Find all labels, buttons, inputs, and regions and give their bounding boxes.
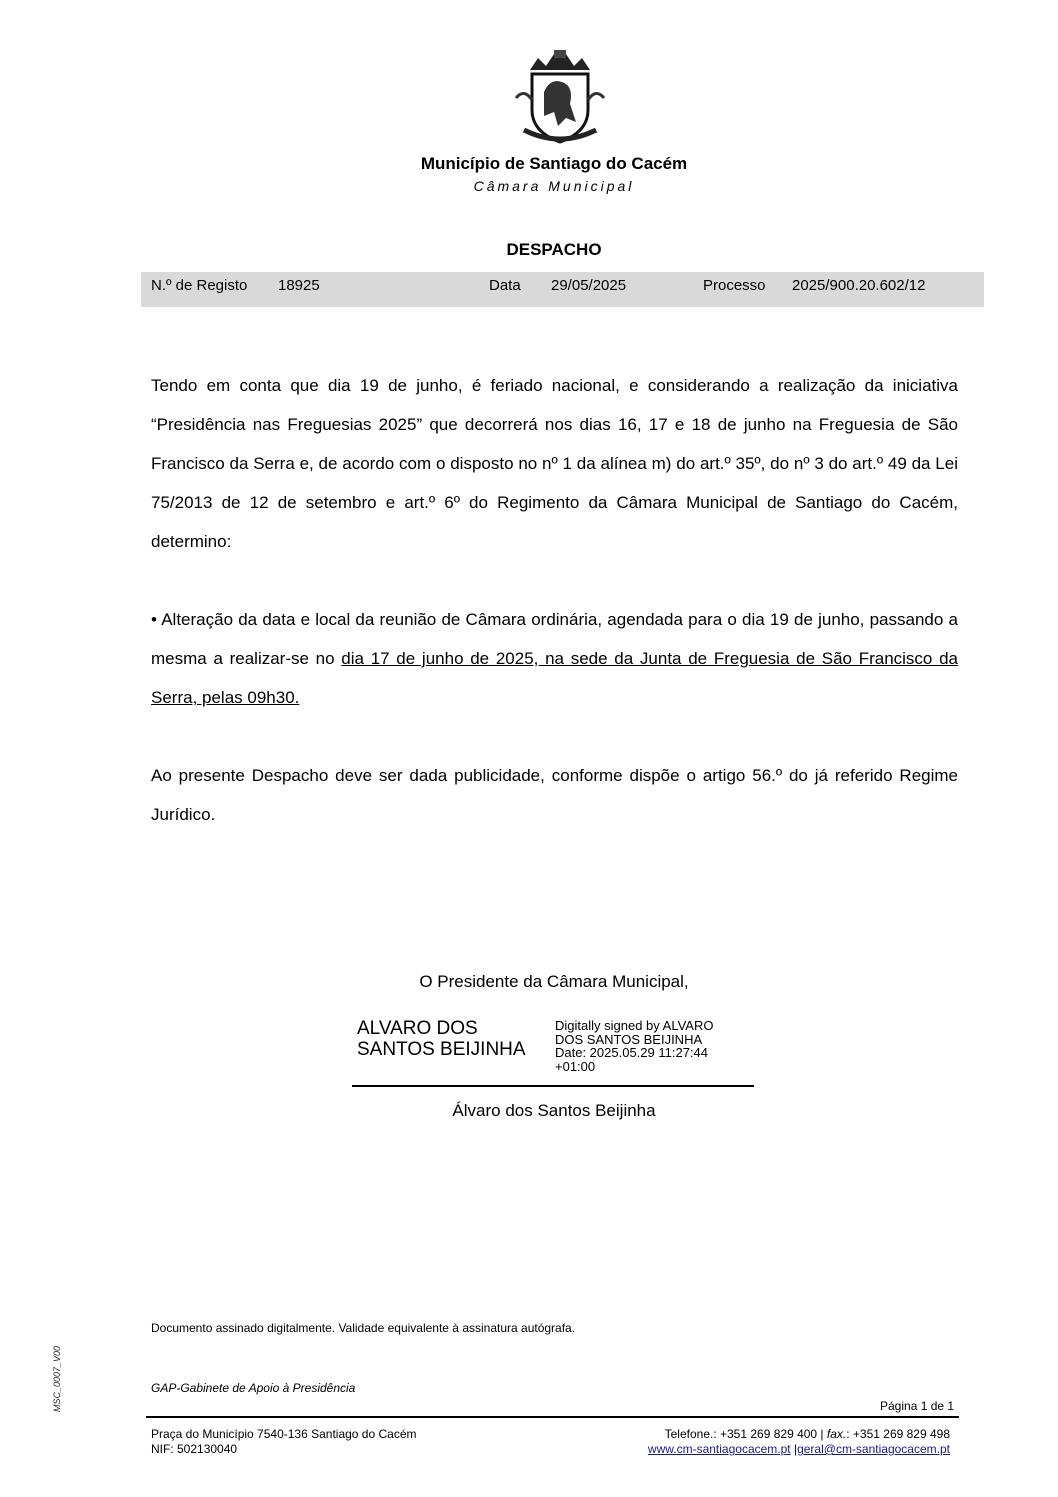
digital-signature-details: Digitally signed by ALVARO DOS SANTOS BEIJINHA Date: 2025.05.29 11:27:44 +01:00 [555,1018,714,1074]
registo-value: 18925 [278,277,320,294]
processo-value: 2025/900.20.602/12 [792,277,926,294]
registo-label: N.º de Registo [151,277,248,294]
paragraph-publicity: Ao presente Despacho deve ser dada publicidade, conforme dispõe o artigo 56.º do já referido Regime Jurídico. [151,766,958,824]
signature-line [352,1085,754,1087]
fax-label: fax. [826,1427,847,1441]
determination-new-date: dia 17 de junho de 2025, na sede da Junta de Freguesia de São Francisco da Serra, pelas 09h30. [151,649,958,707]
footer-address: Praça do Município 7540-136 Santiago do Cacém NIF: 502130040 [151,1427,417,1456]
data-label: Data [489,277,521,294]
phone: Telefone.: +351 269 829 400 | [664,1427,827,1441]
form-code: MSC_0007_V00 [52,1345,62,1412]
municipal-crest-icon [510,48,610,148]
processo-label: Processo [703,277,766,294]
website-link[interactable]: www.cm-santiagocacem.pt [647,1442,791,1456]
determination-text: • Alteração da data e local da reunião de Câmara ordinária, agendada para o dia 19 de junho, passando a mesma a realizar-se no [151,610,958,668]
registry-bar [141,272,984,307]
data-value: 29/05/2025 [551,277,627,294]
digital-signature-note: Documento assinado digitalmente. Validade equivalente à assinatura autógrafa. [151,1321,576,1335]
footer-contacts: Telefone.: +351 269 829 400 | fax.: +351 269 829 498 www.cm-santiagocacem.pt |geral@cm-santiagocacem.pt [647,1427,950,1456]
signature-intro: O Presidente da Câmara Municipal, [419,972,689,991]
document-title: DESPACHO [506,240,602,259]
email-link[interactable]: geral@cm-santiagocacem.pt [797,1442,950,1456]
paragraph-determination [151,600,958,717]
department-name: Câmara Municipal [473,178,635,194]
fax: : +351 269 829 498 [846,1427,950,1441]
paragraph-considerations: Tendo em conta que dia 19 de junho, é feriado nacional, e considerando a realização da iniciativa “Presidência nas Freguesias 2025” que decorrerá nos dias 16, 17 e 18 de junho na Freguesia de São Francisco da Serra e, de acordo com o disposto no nº 1 da alínea m) do art.º 35º, do nº 3 do art.º 49 da Lei 75/2013 de 12 de setembro e art.º 6º do Regimento da Câmara Municipal de Santiago do Cacém, determino: [151,376,958,551]
signer-printed-name: Álvaro dos Santos Beijinha [452,1101,656,1120]
organization-name: Município de Santiago do Cacém [420,154,688,173]
page-number: Página 1 de 1 [880,1399,955,1413]
footer-divider [146,1416,959,1418]
office-name: GAP-Gabinete de Apoio à Presidência [151,1381,356,1395]
signer-name: ALVARO DOS SANTOS BEIJINHA [357,1018,526,1060]
